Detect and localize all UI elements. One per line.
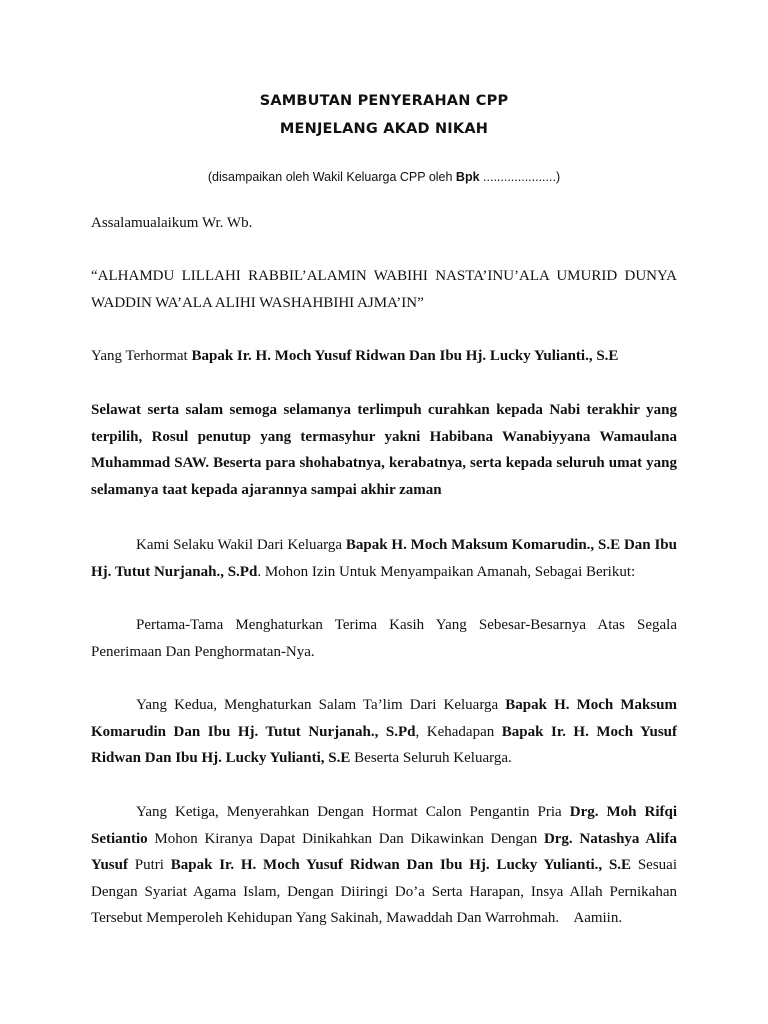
address-recipients: Bapak Ir. H. Moch Yusuf Ridwan Dan Ibu Hj. Lucky Yulianti., S.E: [191, 348, 619, 364]
intro-bold-1: Bapak H. Moch Maksum Komarudin., S.E Dan Ibu Hj. Tutut Nurjanah., S.Pd: [91, 537, 677, 580]
second-bold-1: Bapak H. Moch Maksum Komarudin Dan Ibu Hj. Tutut Nurjanah., S.Pd: [91, 697, 677, 740]
intro-paragraph: [91, 532, 677, 585]
second-text-1: Yang Kedua, Menghaturkan Salam Ta’lim Dari Keluarga: [136, 697, 506, 713]
subtitle-prefix: (disampaikan oleh Wakil Keluarga CPP oleh: [207, 170, 456, 184]
intro-text-1: Kami Selaku Wakil Dari Keluarga: [136, 537, 346, 553]
selawat-paragraph: Selawat serta salam semoga selamanya terlimpuh curahkan kepada Nabi terakhir yang terpilih, Rosul penutup yang termasyhur yakni Habibana Wanabiyyana Wamaulana Muhammad SAW. Beserta para shohabatnya, kerabatnya, serta kepada seluruh umat yang selamanya taat kepada ajarannya sampai akhir zaman: [91, 402, 677, 498]
second-point-paragraph: [91, 692, 677, 772]
third-bold-2: Drg. Natashya Alifa Yusuf: [91, 830, 677, 873]
third-point-paragraph: [91, 799, 681, 932]
second-text-2: , Kehadapan: [415, 723, 502, 740]
third-text-1: Yang Ketiga, Menyerahkan Dengan Hormat Calon Pengantin Pria: [136, 804, 570, 820]
intro-text-2: . Mohon Izin Untuk Menyampaikan Amanah, Sebagai Berikut:: [257, 563, 636, 580]
document-subtitle: [0, 170, 768, 184]
second-text-3: Beserta Seluruh Keluarga.: [350, 750, 512, 766]
third-bold-3: Bapak Ir. H. Moch Yusuf Ridwan Dan Ibu Hj. Lucky Yulianti., S.E: [170, 857, 632, 873]
document-title-line-1: SAMBUTAN PENYERAHAN CPP: [259, 93, 509, 109]
subtitle-suffix: .....................): [479, 170, 561, 184]
second-bold-2: Bapak Ir. H. Moch Yusuf Ridwan Dan Ibu Hj. Lucky Yulianti, S.E: [91, 723, 677, 766]
address-paragraph: [91, 343, 677, 370]
subtitle-bold: Bpk: [455, 170, 480, 184]
address-prefix: Yang Terhormat: [91, 348, 192, 364]
third-text-4: Sesuai Dengan Syariat Agama Islam, Dengan Diiringi Do’a Serta Harapan, Insya Allah Pernikahan Tersebut Memperoleh Kehidupan Yang Sakinah, Mawaddah Dan Warrohmah. Aamiin.: [91, 857, 681, 926]
first-point-paragraph: Pertama-Tama Menghaturkan Terima Kasih Yang Sebesar-Besarnya Atas Segala Penerimaan Dan Penghormatan-Nya.: [91, 617, 677, 660]
document-title-line-2: MENJELANG AKAD NIKAH: [279, 121, 489, 137]
greeting: Assalamualaikum Wr. Wb.: [91, 215, 253, 231]
third-text-3: Putri: [127, 857, 171, 873]
third-text-2: Mohon Kiranya Dapat Dinikahkan Dan Dikawinkan Dengan: [147, 830, 544, 847]
opening-prayer: “ALHAMDU LILLAHI RABBIL’ALAMIN WABIHI NASTA’INU’ALA UMURID DUNYA WADDIN WA’ALA ALIHI WASHAHBIHI AJMA’IN”: [91, 268, 677, 311]
third-bold-1: Drg. Moh Rifqi Setiantio: [91, 804, 678, 847]
